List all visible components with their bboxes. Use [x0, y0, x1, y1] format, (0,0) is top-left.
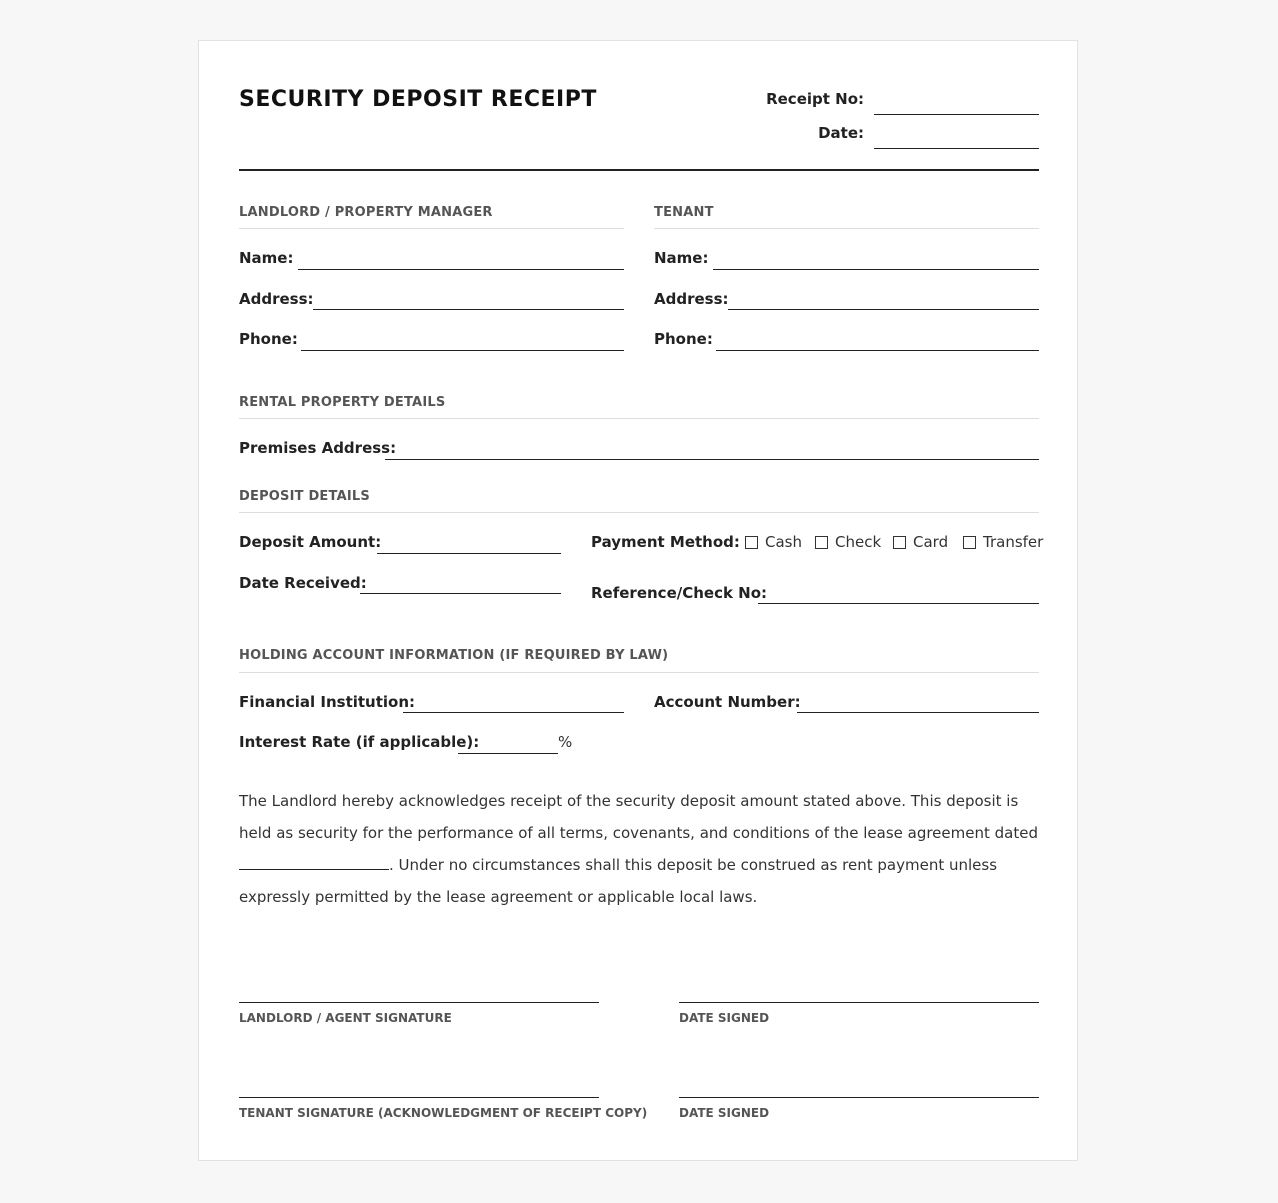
reference-field[interactable] — [758, 603, 1039, 604]
tenant-date-line[interactable] — [679, 1097, 1039, 1098]
transfer-checkbox[interactable] — [963, 536, 976, 549]
receipt-page — [198, 40, 1078, 1161]
cash-label: Cash — [765, 533, 802, 551]
landlord-name-label: Name: — [239, 249, 294, 267]
check-label: Check — [835, 533, 882, 551]
landlord-date-line[interactable] — [679, 1002, 1039, 1003]
payment-check-option[interactable] — [815, 533, 881, 551]
deposit-amount-field[interactable] — [377, 553, 561, 554]
payment-cash-option[interactable] — [745, 533, 802, 551]
receipt-no-label: Receipt No: — [766, 90, 864, 108]
ack-part1: The Landlord hereby acknowledges receipt of the security deposit amount stated above. This deposit is held as security for the performance of all terms, covenants, and conditions of the lease agreement dated — [239, 792, 1038, 842]
landlord-date-label: DATE SIGNED — [679, 1011, 770, 1025]
landlord-address-field[interactable] — [313, 309, 624, 310]
card-checkbox[interactable] — [893, 536, 906, 549]
institution-field[interactable] — [403, 712, 624, 713]
interest-rate-label: Interest Rate (if applicable): — [239, 733, 480, 751]
date-received-label: Date Received: — [239, 574, 367, 592]
payment-method-label: Payment Method: — [591, 533, 740, 551]
landlord-phone-label: Phone: — [239, 330, 298, 348]
card-label: Card — [913, 533, 949, 551]
tenant-signature-label: TENANT SIGNATURE (ACKNOWLEDGMENT OF RECEIPT COPY) — [239, 1106, 648, 1120]
premises-field[interactable] — [385, 459, 1039, 460]
tenant-signature-line[interactable] — [239, 1097, 599, 1098]
date-field[interactable] — [874, 148, 1039, 149]
institution-label: Financial Institution: — [239, 693, 416, 711]
landlord-phone-field[interactable] — [301, 350, 624, 351]
property-divider — [239, 418, 1039, 419]
tenant-heading: TENANT — [654, 205, 714, 220]
lease-date-field[interactable] — [239, 851, 389, 870]
cash-checkbox[interactable] — [745, 536, 758, 549]
account-number-field[interactable] — [797, 712, 1039, 713]
landlord-divider — [239, 228, 624, 229]
tenant-name-label: Name: — [654, 249, 709, 267]
premises-label: Premises Address: — [239, 439, 397, 457]
date-received-field[interactable] — [360, 593, 561, 594]
landlord-signature-label: LANDLORD / AGENT SIGNATURE — [239, 1011, 452, 1025]
deposit-heading: DEPOSIT DETAILS — [239, 489, 370, 504]
tenant-address-field[interactable] — [728, 309, 1039, 310]
percent-sign: % — [558, 733, 573, 751]
tenant-name-field[interactable] — [713, 269, 1039, 270]
deposit-amount-label: Deposit Amount: — [239, 533, 382, 551]
tenant-address-label: Address: — [654, 290, 729, 308]
payment-transfer-option[interactable] — [963, 533, 1043, 551]
property-heading: RENTAL PROPERTY DETAILS — [239, 395, 446, 410]
interest-rate-field[interactable] — [458, 753, 558, 754]
tenant-phone-label: Phone: — [654, 330, 713, 348]
landlord-name-field[interactable] — [298, 269, 624, 270]
header-divider — [239, 169, 1039, 171]
check-checkbox[interactable] — [815, 536, 828, 549]
transfer-label: Transfer — [983, 533, 1044, 551]
payment-card-option[interactable] — [893, 533, 948, 551]
tenant-divider — [654, 228, 1039, 229]
receipt-no-field[interactable] — [874, 114, 1039, 115]
date-label: Date: — [818, 124, 864, 142]
landlord-address-label: Address: — [239, 290, 314, 308]
holding-divider — [239, 672, 1039, 673]
holding-heading: HOLDING ACCOUNT INFORMATION (IF REQUIRED BY LAW) — [239, 648, 669, 663]
tenant-phone-field[interactable] — [716, 350, 1039, 351]
acknowledgment-text — [239, 785, 1039, 913]
account-number-label: Account Number: — [654, 693, 801, 711]
deposit-divider — [239, 512, 1039, 513]
landlord-signature-line[interactable] — [239, 1002, 599, 1003]
page-title: SECURITY DEPOSIT RECEIPT — [239, 87, 597, 112]
tenant-date-label: DATE SIGNED — [679, 1106, 770, 1120]
reference-label: Reference/Check No: — [591, 584, 768, 602]
landlord-heading: LANDLORD / PROPERTY MANAGER — [239, 205, 493, 220]
ack-part2: . Under no circumstances shall this deposit be construed as rent payment unless expressly permitted by the lease agreement or applicable local laws. — [239, 856, 998, 906]
